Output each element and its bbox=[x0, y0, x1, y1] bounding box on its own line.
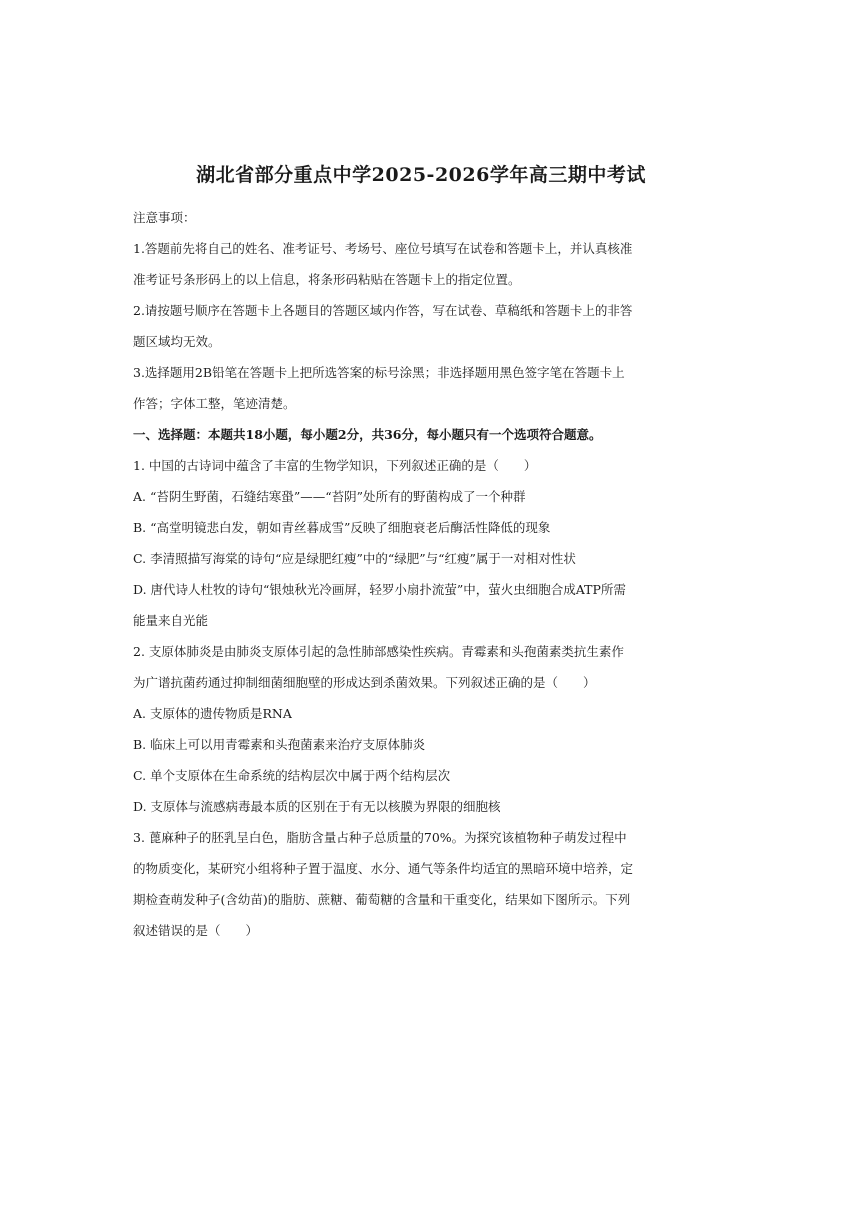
question-stem: 为广谱抗菌药通过抑制细菌细胞壁的形成达到杀菌效果。下列叙述正确的是（ ） bbox=[133, 675, 596, 690]
question-option-D: D. 支原体与流感病毒最本质的区别在于有无以核膜为界限的细胞核 bbox=[133, 799, 501, 814]
notice-item-1: 准考证号条形码上的以上信息，将条形码粘贴在答题卡上的指定位置。 bbox=[133, 272, 521, 287]
notice-item-3: 3.选择题用2B铅笔在答题卡上把所选答案的标号涂黑；非选择题用黑色签字笔在答题卡上 bbox=[133, 365, 625, 380]
question-stem: 叙述错误的是（ ） bbox=[133, 923, 259, 938]
question-option-D: 能量来自光能 bbox=[133, 613, 209, 628]
question-1 bbox=[133, 450, 713, 636]
document-body bbox=[133, 160, 713, 946]
question-3 bbox=[133, 822, 713, 946]
question-stem: 的物质变化，某研究小组将种子置于温度、水分、通气等条件均适宜的黑暗环境中培养，定 bbox=[133, 861, 634, 876]
question-list bbox=[133, 450, 713, 946]
question-stem: 3. 蓖麻种子的胚乳呈白色，脂肪含量占种子总质量的70%。为探究该植物种子萌发过程中 bbox=[133, 830, 627, 845]
question-option-B: B. 临床上可以用青霉素和头孢菌素来治疗支原体肺炎 bbox=[133, 737, 426, 752]
question-option-C: C. 李清照描写海棠的诗句“应是绿肥红瘦”中的“绿肥”与“红瘦”属于一对相对性状 bbox=[133, 551, 576, 566]
question-option-B: B. “高堂明镜悲白发，朝如青丝暮成雪”反映了细胞衰老后酶活性降低的现象 bbox=[133, 520, 551, 535]
notice-item-3: 作答；字体工整，笔迹清楚。 bbox=[133, 396, 296, 411]
question-stem: 1. 中国的古诗词中蕴含了丰富的生物学知识，下列叙述正确的是（ ） bbox=[133, 458, 537, 473]
question-option-C: C. 单个支原体在生命系统的结构层次中属于两个结构层次 bbox=[133, 768, 451, 783]
notice-list bbox=[133, 233, 713, 419]
question-stem: 2. 支原体肺炎是由肺炎支原体引起的急性肺部感染性疾病。青霉素和头孢菌素类抗生素作 bbox=[133, 644, 624, 659]
question-option-A: A. 支原体的遗传物质是RNA bbox=[133, 706, 292, 721]
section-heading: 一、选择题：本题共18小题，每小题2分，共36分，每小题只有一个选项符合题意。 bbox=[133, 427, 602, 442]
notice-item-1: 1.答题前先将自己的姓名、准考证号、考场号、座位号填写在试卷和答题卡上，并认真核准 bbox=[133, 241, 633, 256]
notice-heading: 注意事项： bbox=[133, 210, 196, 225]
notice-item-2: 题区域均无效。 bbox=[133, 334, 221, 349]
question-option-A: A. “苔阴生野菌，石缝结寒蛩”——“苔阴”处所有的野菌构成了一个种群 bbox=[133, 489, 526, 504]
question-2 bbox=[133, 636, 713, 822]
notice-item-2: 2.请按题号顺序在答题卡上各题目的答题区域内作答，写在试卷、草稿纸和答题卡上的非答 bbox=[133, 303, 633, 318]
question-stem: 期检查萌发种子(含幼苗)的脂肪、蔗糖、葡萄糖的含量和干重变化，结果如下图所示。下列 bbox=[133, 892, 631, 907]
question-option-D: D. 唐代诗人杜牧的诗句“银烛秋光冷画屏，轻罗小扇扑流萤”中，萤火虫细胞合成ATP所需 bbox=[133, 582, 626, 597]
page-title: 湖北省部分重点中学2025-2026学年高三期中考试 bbox=[196, 164, 646, 186]
